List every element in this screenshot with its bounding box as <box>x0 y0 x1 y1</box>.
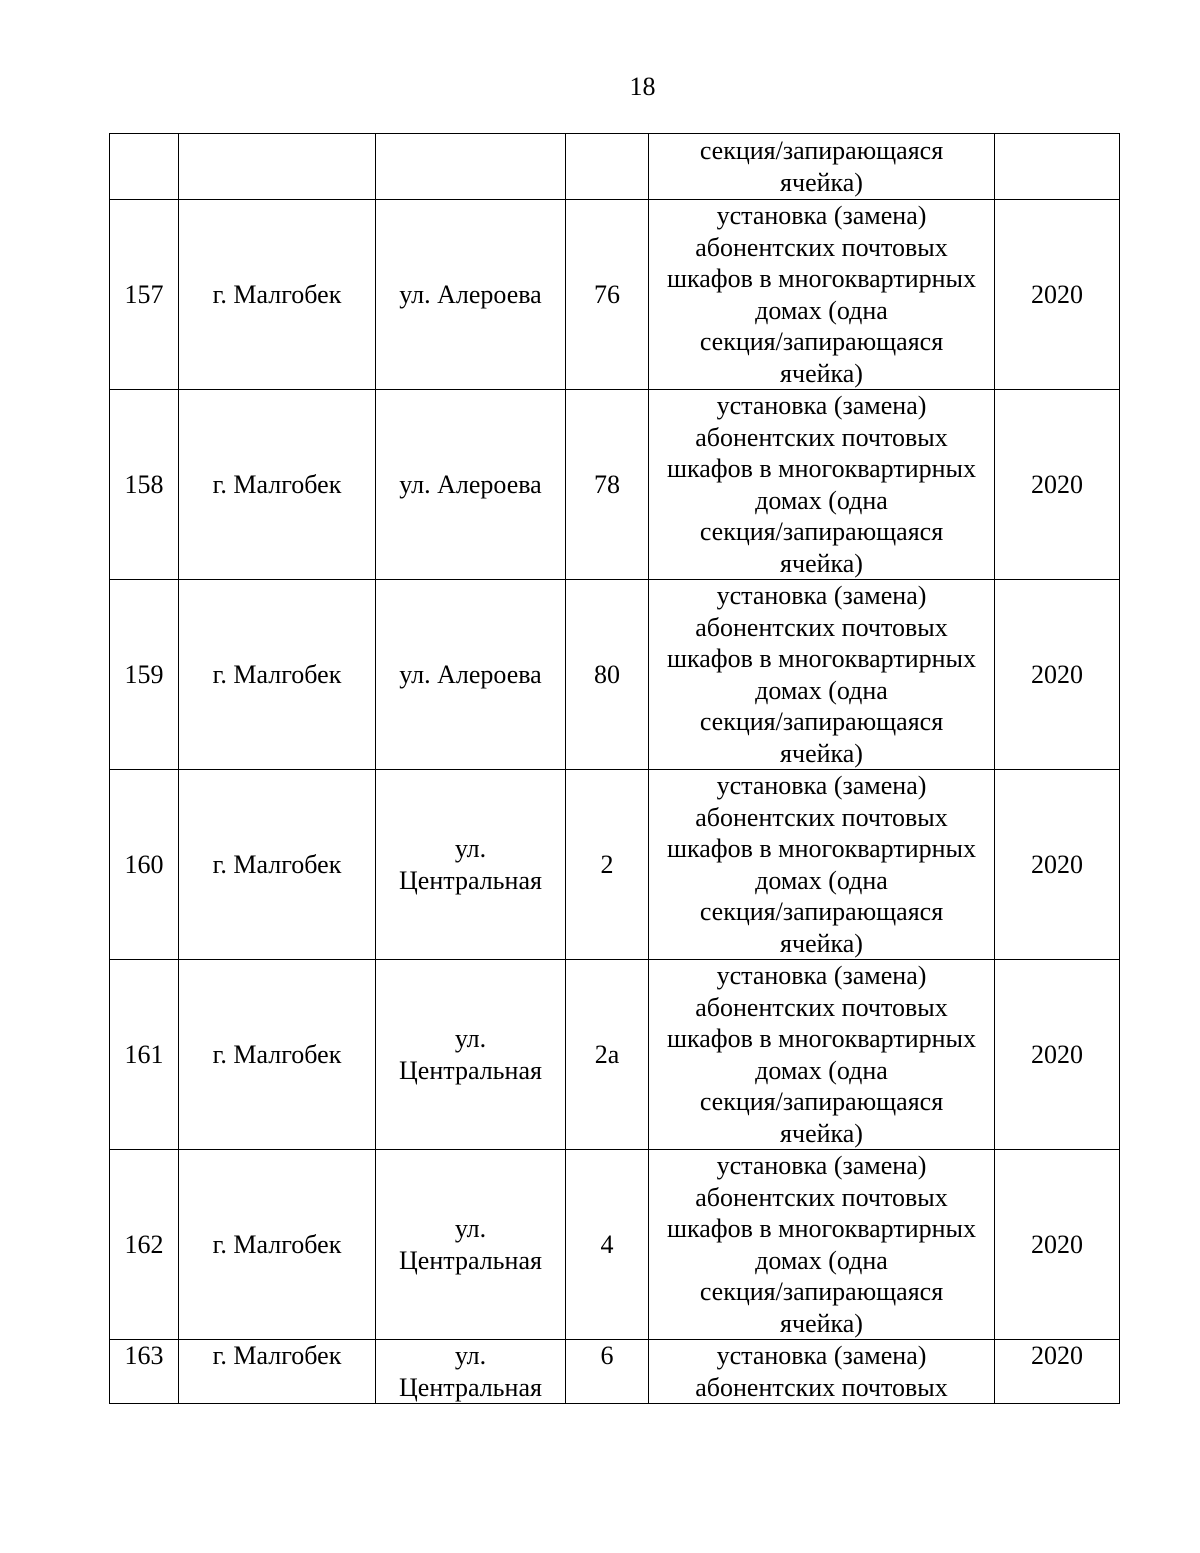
cell-number: 163 <box>110 1340 179 1404</box>
cell-work-description: установка (замена) абонентских почтовых шкафов в многоквартирных домах (одна секция/запирающаяся ячейка) <box>649 960 995 1150</box>
table-row <box>110 580 1120 770</box>
cell-number: 160 <box>110 770 179 960</box>
cell-house: 4 <box>566 1150 649 1340</box>
cell-work-description: установка (замена) абонентских почтовых шкафов в многоквартирных домах (одна секция/запирающаяся ячейка) <box>649 1150 995 1340</box>
cell-number: 162 <box>110 1150 179 1340</box>
cell-year: 2020 <box>995 1340 1120 1404</box>
table-row <box>110 1150 1120 1340</box>
cell-house: 6 <box>566 1340 649 1404</box>
cell-street: ул. Алероева <box>376 200 566 390</box>
cell-street: ул. Центральная <box>376 960 566 1150</box>
cell-city: г. Малгобек <box>179 200 376 390</box>
cell-year: 2020 <box>995 770 1120 960</box>
cell-number: 158 <box>110 390 179 580</box>
cell-house: 78 <box>566 390 649 580</box>
cell-city: г. Малгобек <box>179 770 376 960</box>
cell-city <box>179 134 376 200</box>
cell-year: 2020 <box>995 200 1120 390</box>
cell-street: ул. Центральная <box>376 1150 566 1340</box>
cell-work-description: секция/запирающаяся ячейка) <box>649 134 995 200</box>
cell-work-description: установка (замена) абонентских почтовых шкафов в многоквартирных домах (одна секция/запирающаяся ячейка) <box>649 770 995 960</box>
page-number: 18 <box>629 72 656 101</box>
cell-number: 159 <box>110 580 179 770</box>
table-row <box>110 390 1120 580</box>
cell-street: ул. Алероева <box>376 390 566 580</box>
cell-city: г. Малгобек <box>179 1150 376 1340</box>
cell-street: ул. Центральная <box>376 1340 566 1404</box>
cell-house: 2 <box>566 770 649 960</box>
cell-work-description: установка (замена) абонентских почтовых шкафов в многоквартирных домах (одна секция/запирающаяся ячейка) <box>649 580 995 770</box>
cell-city: г. Малгобек <box>179 580 376 770</box>
cell-city: г. Малгобек <box>179 390 376 580</box>
cell-house: 2а <box>566 960 649 1150</box>
cell-city: г. Малгобек <box>179 960 376 1150</box>
table-row <box>110 200 1120 390</box>
cell-year: 2020 <box>995 390 1120 580</box>
cell-number: 157 <box>110 200 179 390</box>
cell-work-description: установка (замена) абонентских почтовых шкафов в многоквартирных домах (одна секция/запирающаяся ячейка) <box>649 390 995 580</box>
cell-year <box>995 134 1120 200</box>
cell-house: 80 <box>566 580 649 770</box>
cell-year: 2020 <box>995 580 1120 770</box>
table-row <box>110 960 1120 1150</box>
cell-house: 76 <box>566 200 649 390</box>
cell-street: ул. Центральная <box>376 770 566 960</box>
cell-year: 2020 <box>995 1150 1120 1340</box>
cell-work-description: установка (замена) абонентских почтовых шкафов в многоквартирных домах (одна секция/запирающаяся ячейка) <box>649 200 995 390</box>
cell-street <box>376 134 566 200</box>
table-row <box>110 1340 1120 1404</box>
table-row <box>110 134 1120 200</box>
table-row <box>110 770 1120 960</box>
cell-street: ул. Алероева <box>376 580 566 770</box>
cell-number: 161 <box>110 960 179 1150</box>
works-table <box>109 133 1120 1404</box>
cell-number <box>110 134 179 200</box>
cell-year: 2020 <box>995 960 1120 1150</box>
cell-work-description: установка (замена) абонентских почтовых <box>649 1340 995 1404</box>
cell-house <box>566 134 649 200</box>
cell-city: г. Малгобек <box>179 1340 376 1404</box>
